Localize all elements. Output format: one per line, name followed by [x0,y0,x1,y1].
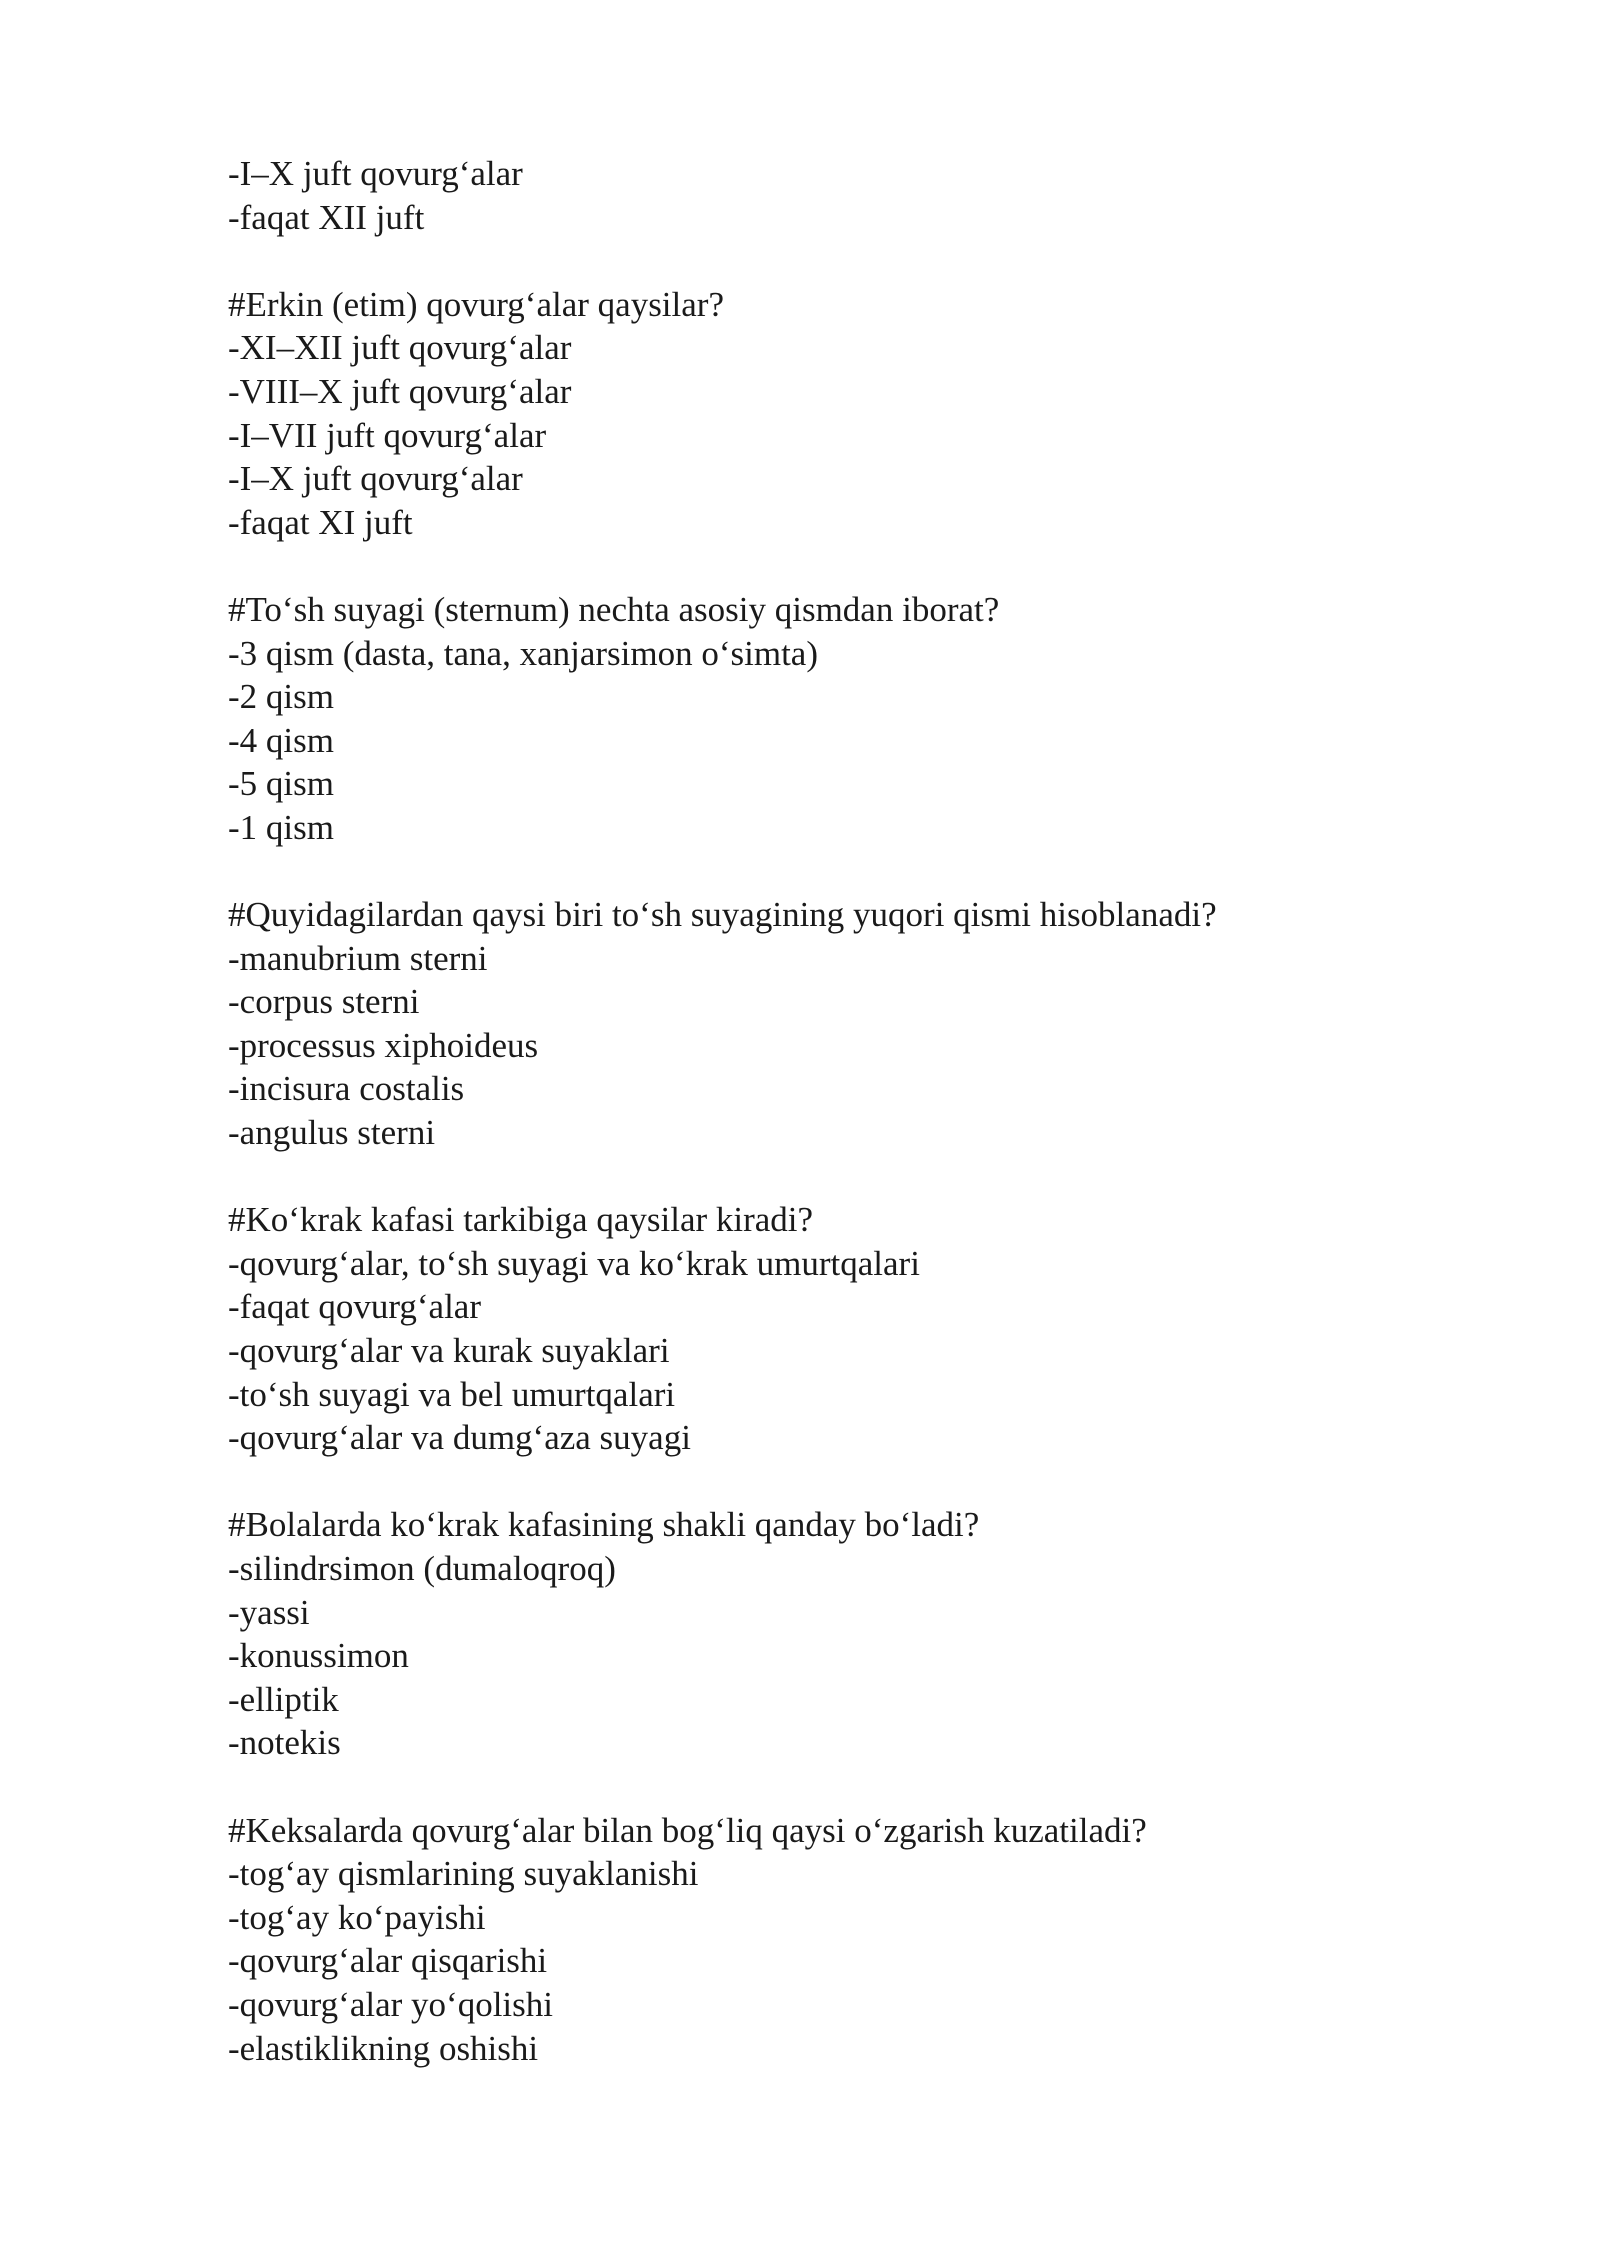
spacer [228,850,1428,894]
option-line: -qovurg‘alar qisqarishi [228,1941,548,1981]
intro-options [228,152,1428,239]
option-line: -2 qism [228,677,334,717]
option-line: -faqat qovurg‘alar [228,1287,481,1327]
question-block [228,1503,1428,1765]
spacer [228,1155,1428,1199]
option-line: -faqat XII juft [228,197,425,237]
option-line: -qovurg‘alar va dumg‘aza suyagi [228,1418,691,1458]
option-line: -3 qism (dasta, tana, xanjarsimon o‘simta) [228,633,818,673]
question-block [228,893,1428,1155]
option-line: -silindrsimon (dumaloqroq) [228,1549,616,1588]
option-line: -angulus sterni [228,1113,436,1153]
option-line: -elastiklikning oshishi [228,2028,539,2068]
option-line: -faqat XI juft [228,502,413,542]
question-text: #Bolalarda ko‘krak kafasining shakli qanday bo‘ladi? [228,1505,980,1545]
question-text: #Ko‘krak kafasi tarkibiga qaysilar kiradi? [228,1200,814,1240]
option-line: -to‘sh suyagi va bel umurtqalari [228,1374,676,1414]
question-text: #Erkin (etim) qovurg‘alar qaysilar? [228,284,724,324]
option-line: -qovurg‘alar yo‘qolishi [228,1984,553,2024]
spacer [228,239,1428,283]
option-line: -qovurg‘alar, to‘sh suyagi va ko‘krak umurtqalari [228,1243,920,1283]
document-content [228,152,1428,2070]
option-line: -incisura costalis [228,1069,465,1109]
question-block [228,588,1428,850]
option-line: -1 qism [228,807,334,847]
option-line: -4 qism [228,720,334,760]
question-text: #Quyidagilardan qaysi biri to‘sh suyagining yuqori qismi hisoblanadi? [228,895,1217,935]
option-line: -qovurg‘alar va kurak suyaklari [228,1331,670,1371]
option-line: -corpus sterni [228,982,420,1022]
option-line: -notekis [228,1723,341,1763]
option-line: -I–X juft qovurg‘alar [228,154,523,193]
question-text: #Keksalarda qovurg‘alar bilan bog‘liq qaysi o‘zgarish kuzatiladi? [228,1810,1147,1850]
option-line: -tog‘ay ko‘payishi [228,1897,486,1937]
option-line: -VIII–X juft qovurg‘alar [228,371,572,411]
question-block [228,1198,1428,1460]
option-line: -konussimon [228,1636,409,1676]
option-line: -manubrium sterni [228,938,488,978]
question-text: #To‘sh suyagi (sternum) nechta asosiy qismdan iborat? [228,589,1000,629]
option-line: -yassi [228,1592,310,1632]
spacer [228,544,1428,588]
spacer [228,1460,1428,1504]
question-block [228,283,1428,545]
option-line: -processus xiphoideus [228,1025,539,1065]
option-line: -elliptik [228,1679,339,1719]
question-block [228,1809,1428,2071]
option-line: -XI–XII juft qovurg‘alar [228,328,572,368]
spacer [228,1765,1428,1809]
option-line: -tog‘ay qismlarining suyaklanishi [228,1854,699,1894]
option-line: -I–VII juft qovurg‘alar [228,415,547,455]
option-line: -5 qism [228,764,334,804]
option-line: -I–X juft qovurg‘alar [228,459,523,499]
